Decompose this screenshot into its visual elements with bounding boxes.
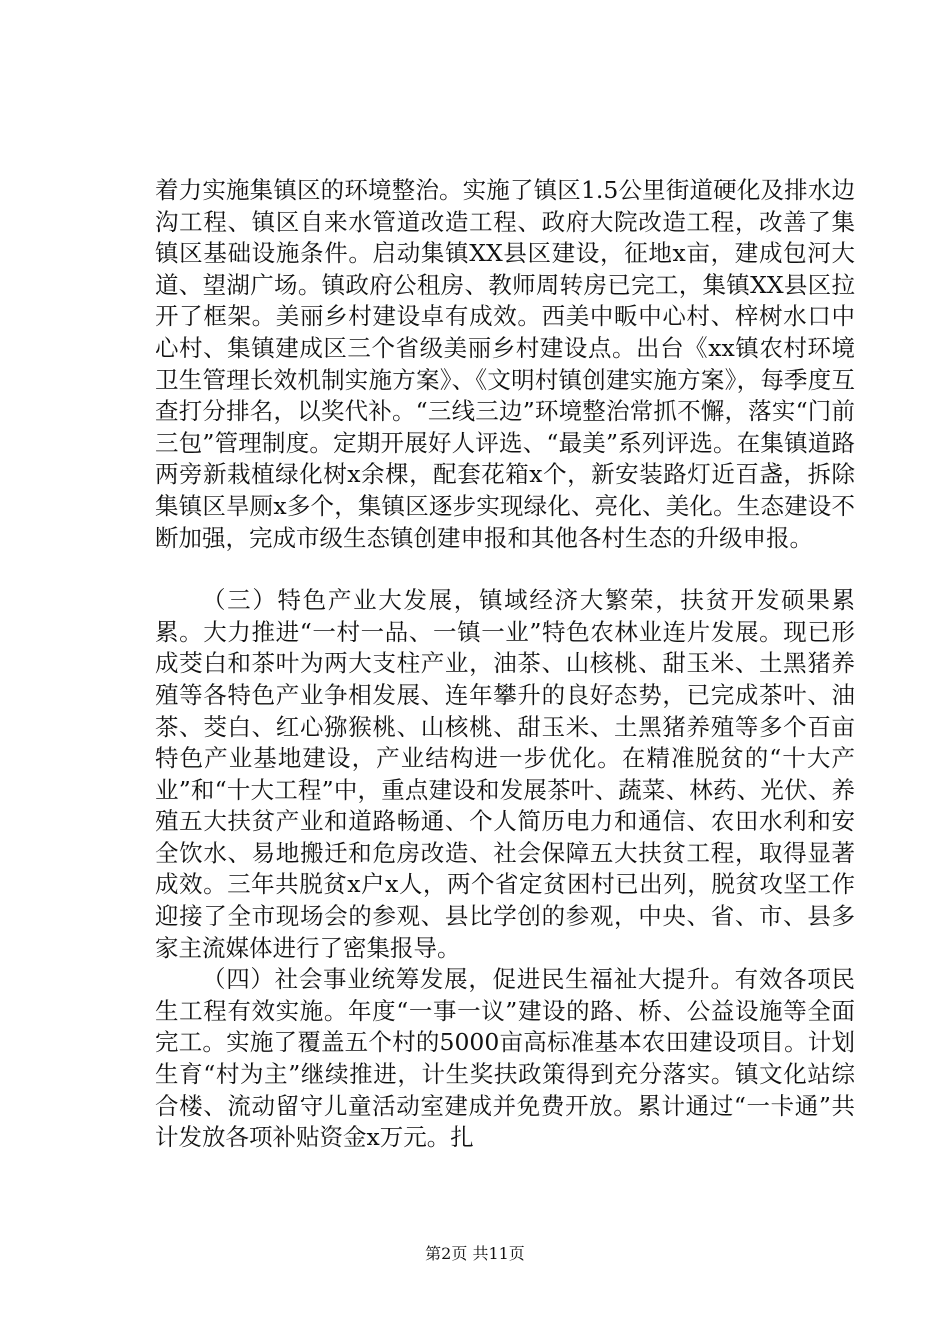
page-footer: 第2页 共11页: [425, 1244, 525, 1263]
paragraph-industry: （三）特色产业大发展，镇域经济大繁荣，扶贫开发硕果累累。大力推进“一村一品、一镇一业”特色农林业连片发展。现已形成茭白和茶叶为两大支柱产业，油茶、山核桃、甜玉米、土黑猪养殖等各特色产业争相发展、连年攀升的良好态势，已完成茶叶、油茶、茭白、红心猕猴桃、山核桃、甜玉米、土黑猪养殖等多个百亩特色产业基地建设，产业结构进一步优化。在精准脱贫的“十大产业”和“十大工程”中，重点建设和发展茶叶、蔬菜、林药、光伏、养殖五大扶贫产业和道路畅通、个人简历电力和通信、农田水利和安全饮水、易地搬迁和危房改造、社会保障五大扶贫工程，取得显著成效。三年共脱贫x户x人，两个省定贫困村已出列，脱贫攻坚工作迎接了全市现场会的参观、县比学创的参观，中央、省、市、县多家主流媒体进行了密集报导。: [155, 586, 855, 962]
document-body: [155, 175, 855, 1154]
paragraph-social: （四）社会事业统筹发展，促进民生福祉大提升。有效各项民生工程有效实施。年度“一事一议”建设的路、桥、公益设施等全面完工。实施了覆盖五个村的5000亩高标准基本农田建设项目。计划生育“村为主”继续推进，计生奖扶政策得到充分落实。镇文化站综合楼、流动留守儿童活动室建成并免费开放。累计通过“一卡通”共计发放各项补贴资金x万元。扎: [155, 965, 855, 1152]
paragraph-environment: 着力实施集镇区的环境整治。实施了镇区1.5公里街道硬化及排水边沟工程、镇区自来水管道改造工程、政府大院改造工程，改善了集镇区基础设施条件。启动集镇XX县区建设，征地x亩，建成包河大道、望湖广场。镇政府公租房、教师周转房已完工，集镇XX县区拉开了框架。美丽乡村建设卓有成效。西美中畈中心村、梓树水口中心村、集镇建成区三个省级美丽乡村建设点。出台《xx镇农村环境卫生管理长效机制实施方案》、《文明村镇创建实施方案》，每季度互查打分排名，以奖代补。“三线三边”环境整治常抓不懈，落实“门前三包”管理制度。定期开展好人评选、“最美”系列评选。在集镇道路两旁新栽植绿化树x余棵，配套花箱x个，新安装路灯近百盏，拆除集镇区旱厕x多个，集镇区逐步实现绿化、亮化、美化。生态建设不断加强，完成市级生态镇创建申报和其他各村生态的升级申报。: [155, 176, 855, 552]
